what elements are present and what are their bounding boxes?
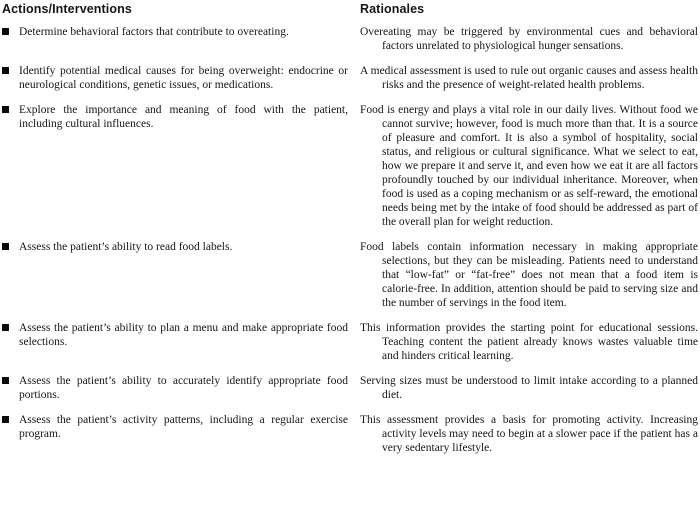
intervention-item	[2, 240, 348, 254]
intervention-text: Explore the importance and meaning of food with the patient, including cultural influences.	[19, 104, 348, 130]
rationale-paragraph: This information provides the starting point for educational sessions. Teaching content the patient already knows wastes valuable time and hinders critical learning.	[360, 322, 698, 362]
interventions-cell	[2, 64, 348, 92]
bullet-square-icon	[2, 243, 9, 250]
rationale-paragraph: Serving sizes must be understood to limit intake according to a planned diet.	[360, 375, 698, 401]
rationale-paragraph: Overeating may be triggered by environmental cues and behavioral factors unrelated to physiological hunger sensations.	[360, 26, 698, 52]
intervention-item	[2, 374, 348, 402]
rationale-cell	[360, 321, 698, 363]
intervention-item	[2, 25, 348, 39]
intervention-item	[2, 413, 348, 441]
table-header-row	[2, 2, 698, 17]
intervention-text: Assess the patient’s ability to plan a menu and make appropriate food selections.	[19, 322, 348, 348]
intervention-text: Assess the patient’s ability to accurately identify appropriate food portions.	[19, 375, 348, 401]
rationale-paragraph: Food labels contain information necessary in making appropriate selections, but they can be misleading. Patients need to understand that “low-fat” or “fat-free” does not mean that a food item is calorie-free. In addition, attention should be paid to serving size and the number of servings in the food item.	[360, 241, 698, 309]
table-row	[2, 240, 698, 310]
rationale-cell	[360, 374, 698, 402]
table-row	[2, 103, 698, 229]
rationale-cell	[360, 240, 698, 310]
table-row	[2, 374, 698, 402]
interventions-cell	[2, 374, 348, 402]
bullet-square-icon	[2, 67, 9, 74]
interventions-cell	[2, 240, 348, 254]
rationale-paragraph: This assessment provides a basis for promoting activity. Increasing activity levels may need to begin at a slower pace if the patient has a very sedentary lifestyle.	[360, 414, 698, 454]
interventions-cell	[2, 413, 348, 441]
bullet-square-icon	[2, 377, 9, 384]
intervention-item	[2, 321, 348, 349]
bullet-square-icon	[2, 324, 9, 331]
rationale-paragraph: Food is energy and plays a vital role in our daily lives. Without food we cannot survive; however, food is much more than that. It is a source of pleasure and comfort. It is also a symbol of hospitality, social status, and religious or cultural significance. What we select to eat, how we prepare it and serve it, and even how we eat it are all factors profoundly touched by our individual inheritance. Moreover, when food is used as a coping mechanism or as self-reward, the emotional needs being met by the intake of food should be addressed as part of the overall plan for weight reduction.	[360, 104, 698, 228]
column-header-interventions: Actions/Interventions	[2, 2, 132, 16]
column-header-rationales: Rationales	[360, 2, 425, 16]
table-row	[2, 413, 698, 455]
rationale-cell	[360, 64, 698, 92]
interventions-cell	[2, 103, 348, 131]
intervention-text: Determine behavioral factors that contribute to overeating.	[19, 26, 289, 38]
bullet-square-icon	[2, 416, 9, 423]
bullet-square-icon	[2, 28, 9, 35]
intervention-item	[2, 64, 348, 92]
table-row	[2, 321, 698, 363]
rationale-cell	[360, 25, 698, 53]
table-row	[2, 64, 698, 92]
rationale-cell	[360, 413, 698, 455]
table-row	[2, 25, 698, 53]
intervention-text: Identify potential medical causes for being overweight: endocrine or neurological conditions, genetic issues, or medications.	[19, 65, 348, 91]
interventions-cell	[2, 25, 348, 39]
intervention-item	[2, 103, 348, 131]
intervention-text: Assess the patient’s ability to read food labels.	[19, 241, 233, 253]
bullet-square-icon	[2, 106, 9, 113]
rationale-cell	[360, 103, 698, 229]
rationale-paragraph: A medical assessment is used to rule out organic causes and assess health risks and the presence of weight-related health problems.	[360, 65, 698, 91]
interventions-cell	[2, 321, 348, 349]
intervention-text: Assess the patient’s activity patterns, including a regular exercise program.	[19, 414, 348, 440]
